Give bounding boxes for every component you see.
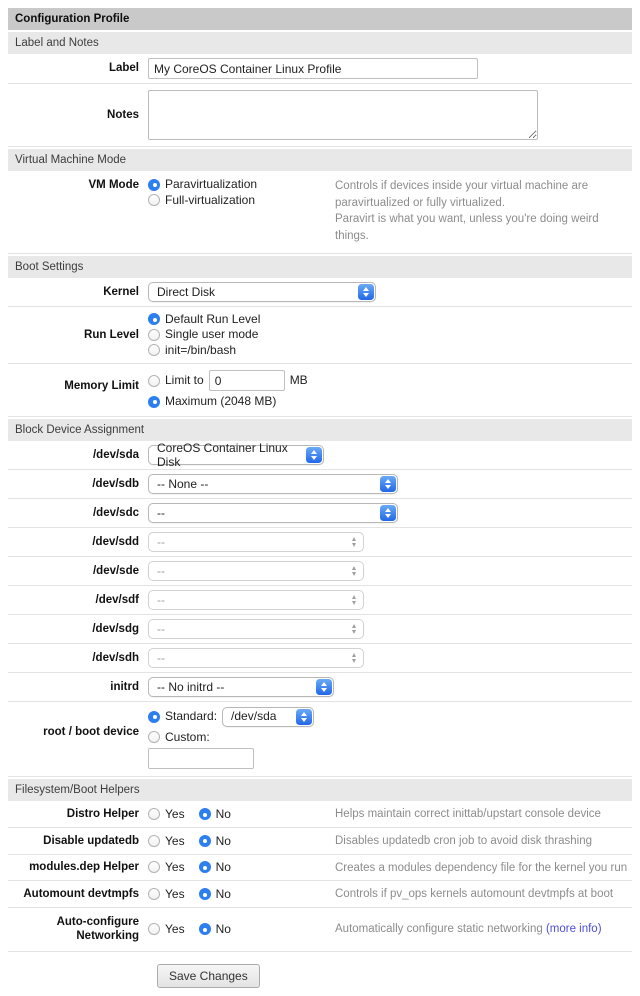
block-device-row-sdh	[8, 644, 632, 673]
helper-help-text	[335, 859, 632, 877]
root-boot-device-row	[8, 702, 632, 778]
device-select-value: CoreOS Container Linux Disk	[157, 440, 288, 469]
no-label: No	[215, 807, 231, 822]
select-stepper-icon[interactable]	[358, 284, 374, 300]
section-boot-settings: Boot Settings	[8, 256, 632, 278]
device-select-value: --	[157, 505, 165, 520]
radio-selected-icon[interactable]	[148, 711, 160, 723]
kernel-select[interactable]	[148, 282, 376, 302]
kernel-label: Kernel	[103, 285, 139, 298]
helper-help-text	[335, 832, 632, 850]
memory-limit-option-label: Limit to	[165, 372, 204, 387]
block-device-row-sdb	[8, 470, 632, 499]
helper-no-option[interactable]	[199, 808, 231, 820]
helper-row-auto-configure-networking	[8, 908, 632, 952]
section-virtual-machine-mode: Virtual Machine Mode	[8, 149, 632, 171]
radio-selected-icon[interactable]	[199, 888, 211, 900]
helper-yes-option[interactable]	[148, 888, 185, 900]
block-device-row-initrd	[8, 673, 632, 702]
root-boot-option-custom[interactable]	[148, 730, 210, 746]
device-label: /dev/sdg	[92, 622, 139, 635]
vm-mode-option-label: Paravirtualization	[165, 177, 258, 191]
label-row	[8, 54, 632, 84]
more-info-link[interactable]: (more info)	[545, 923, 602, 936]
select-stepper-icon[interactable]	[380, 505, 396, 521]
device-select-value: --	[157, 563, 165, 578]
memory-limit-option-maximum[interactable]	[148, 394, 276, 410]
run-level-option-label: Default Run Level	[165, 311, 261, 326]
memory-limit-option-limit[interactable]	[148, 370, 308, 391]
radio-selected-icon[interactable]	[148, 179, 160, 191]
run-level-option-default[interactable]	[148, 312, 260, 328]
select-stepper-icon[interactable]	[316, 679, 332, 695]
device-sdc-select[interactable]	[148, 503, 398, 523]
no-label: No	[215, 887, 231, 902]
vm-mode-help-line2: Paravirt is what you want, unless you're doing weird things.	[335, 213, 599, 243]
select-stepper-icon[interactable]	[296, 709, 312, 725]
device-select-value: --	[157, 650, 165, 665]
section-filesystem-boot-helpers: Filesystem/Boot Helpers	[8, 779, 632, 801]
vm-mode-row	[8, 171, 632, 254]
select-stepper-icon[interactable]	[380, 476, 396, 492]
save-changes-button[interactable]: Save Changes	[157, 964, 260, 988]
select-stepper-icon	[346, 650, 362, 666]
run-level-option-label: init=/bin/bash	[165, 342, 237, 357]
radio-unselected-icon[interactable]	[148, 835, 160, 847]
helper-label: Auto-configure Networking	[56, 915, 139, 943]
helper-help-label: Controls if pv_ops kernels automount devtmpfs at boot	[335, 888, 614, 901]
memory-limit-input[interactable]	[209, 370, 285, 391]
helper-label: modules.dep Helper	[29, 861, 139, 874]
radio-selected-icon[interactable]	[199, 835, 211, 847]
run-level-option-label: Single user mode	[165, 327, 259, 342]
yes-label: Yes	[165, 922, 185, 937]
notes-textarea[interactable]	[148, 90, 538, 140]
device-select-value: -- No initrd --	[157, 679, 225, 694]
helper-help-label: Disables updatedb cron job to avoid disk thrashing	[335, 834, 592, 847]
select-stepper-icon	[346, 592, 362, 608]
helper-row-disable-updatedb	[8, 828, 632, 855]
notes-row	[8, 84, 632, 147]
device-sda-select[interactable]	[148, 440, 324, 469]
root-device-select-value: /dev/sda	[231, 708, 277, 723]
vm-mode-option-full-virtualization[interactable]	[148, 193, 335, 209]
radio-unselected-icon[interactable]	[148, 194, 160, 206]
helper-row-automount-devtmpfs	[8, 881, 632, 908]
label-field-label: Label	[108, 62, 139, 75]
block-device-row-sda	[8, 441, 632, 470]
helper-no-option[interactable]	[199, 835, 231, 847]
helper-no-option[interactable]	[199, 888, 231, 900]
radio-selected-icon[interactable]	[148, 396, 160, 408]
memory-limit-row	[8, 364, 632, 417]
block-device-row-sdd	[8, 528, 632, 557]
device-label: /dev/sde	[92, 564, 139, 577]
yes-label: Yes	[165, 860, 185, 875]
no-label: No	[215, 922, 231, 937]
section-block-device-assignment: Block Device Assignment	[8, 419, 632, 441]
helper-help-text	[335, 805, 632, 823]
vm-mode-label: VM Mode	[88, 179, 139, 191]
page-title: Configuration Profile	[8, 8, 632, 30]
radio-selected-icon[interactable]	[199, 808, 211, 820]
device-sdf-select	[148, 590, 364, 610]
device-sdg-select	[148, 619, 364, 639]
root-boot-standard-label: Standard:	[165, 708, 218, 723]
root-boot-device-label: root / boot device	[43, 725, 139, 738]
helper-yes-option[interactable]	[148, 861, 185, 873]
device-label: /dev/sda	[92, 448, 139, 461]
device-sdd-select	[148, 532, 364, 552]
helper-help-label: Helps maintain correct inittab/upstart console device	[335, 808, 601, 821]
device-sdb-select[interactable]	[148, 474, 398, 494]
helper-yes-option[interactable]	[148, 835, 185, 847]
block-device-row-sdc	[8, 499, 632, 528]
helper-help-text	[335, 885, 632, 903]
memory-limit-option-label: Maximum (2048 MB)	[165, 394, 277, 409]
yes-label: Yes	[165, 833, 185, 848]
root-device-select[interactable]	[222, 707, 314, 727]
yes-label: Yes	[165, 887, 185, 902]
helper-help-text	[335, 920, 632, 938]
radio-selected-icon[interactable]	[199, 861, 211, 873]
vm-mode-option-paravirtualization[interactable]	[148, 177, 335, 193]
helper-yes-option[interactable]	[148, 923, 185, 935]
radio-unselected-icon[interactable]	[148, 888, 160, 900]
helper-label: Distro Helper	[66, 807, 139, 820]
select-stepper-icon[interactable]	[306, 447, 322, 463]
helper-label: Disable updatedb	[43, 834, 139, 847]
radio-selected-icon[interactable]	[148, 313, 160, 325]
notes-field-label: Notes	[107, 108, 139, 121]
helper-help-label: Automatically configure static networking	[335, 923, 546, 936]
vm-mode-help-line1: Controls if devices inside your virtual machine are paravirtualized or fully virtualized.	[335, 180, 589, 209]
run-level-option-single-user[interactable]	[148, 327, 258, 343]
select-stepper-icon	[346, 621, 362, 637]
device-select-value: -- None --	[157, 476, 209, 491]
device-label: /dev/sdd	[92, 535, 139, 548]
device-select-value: --	[157, 534, 165, 549]
root-boot-custom-label: Custom:	[165, 729, 210, 744]
device-label: initrd	[110, 680, 139, 693]
device-label: /dev/sdc	[92, 506, 139, 519]
root-boot-custom-input[interactable]	[148, 748, 254, 769]
vm-mode-help	[335, 177, 632, 245]
radio-unselected-icon[interactable]	[148, 375, 160, 387]
helper-no-option[interactable]	[199, 861, 231, 873]
run-level-label: Run Level	[84, 328, 139, 341]
initrd-select[interactable]	[148, 677, 334, 697]
helper-help-label: Creates a modules dependency file for the kernel you run	[335, 861, 628, 874]
run-level-option-init-bash[interactable]	[148, 343, 236, 359]
device-sde-select	[148, 561, 364, 581]
device-select-value: --	[157, 621, 165, 636]
kernel-row	[8, 278, 632, 307]
radio-unselected-icon[interactable]	[148, 923, 160, 935]
root-boot-option-standard[interactable]	[148, 707, 314, 727]
radio-unselected-icon[interactable]	[148, 861, 160, 873]
helper-label: Automount devtmpfs	[23, 887, 139, 900]
radio-selected-icon[interactable]	[199, 923, 211, 935]
device-label: /dev/sdf	[95, 593, 139, 606]
radio-unselected-icon[interactable]	[148, 731, 160, 743]
select-stepper-icon	[346, 534, 362, 550]
helper-no-option[interactable]	[199, 923, 231, 935]
block-device-row-sdg	[8, 615, 632, 644]
radio-unselected-icon[interactable]	[148, 329, 160, 341]
device-label: /dev/sdb	[92, 477, 139, 490]
device-select-value: --	[157, 592, 165, 607]
helper-row-modules-dep	[8, 855, 632, 882]
section-label-and-notes: Label and Notes	[8, 32, 632, 54]
memory-limit-unit: MB	[289, 372, 308, 387]
no-label: No	[215, 833, 231, 848]
block-device-row-sde	[8, 557, 632, 586]
vm-mode-option-label: Full-virtualization	[165, 192, 256, 207]
kernel-select-value: Direct Disk	[157, 284, 216, 299]
select-stepper-icon	[346, 563, 362, 579]
device-label: /dev/sdh	[92, 651, 139, 664]
no-label: No	[215, 860, 231, 875]
device-sdh-select	[148, 648, 364, 668]
radio-unselected-icon[interactable]	[148, 344, 160, 356]
yes-label: Yes	[165, 807, 185, 822]
memory-limit-label: Memory Limit	[64, 380, 139, 393]
block-device-row-sdf	[8, 586, 632, 615]
profile-label-input[interactable]	[148, 58, 478, 79]
run-level-row	[8, 307, 632, 365]
radio-unselected-icon[interactable]	[148, 808, 160, 820]
helper-row-distro-helper	[8, 801, 632, 828]
helper-yes-option[interactable]	[148, 808, 185, 820]
